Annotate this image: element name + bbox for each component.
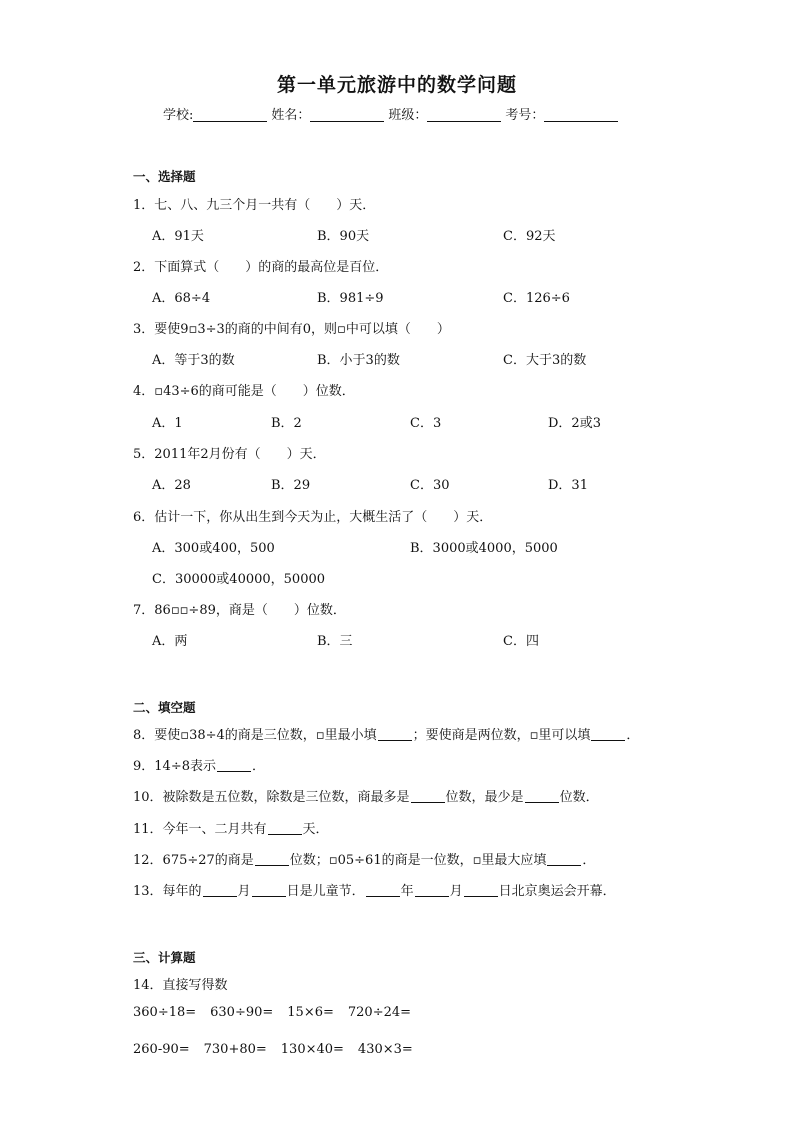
question-4: 4．▫43÷6的商可能是（ ）位数． — [133, 384, 355, 399]
answer-blank — [547, 853, 581, 866]
q6-option-b: B．3000或4000，5000 — [410, 541, 558, 556]
q6-option-c: C．30000或40000，50000 — [152, 572, 326, 587]
question-1: 1．七、八、九三个月一共有（ ）天． — [133, 198, 376, 213]
answer-blank — [217, 759, 251, 772]
q5-option-b: B．29 — [271, 478, 311, 493]
q1-option-c: C．92天 — [503, 229, 556, 244]
answer-blank — [255, 853, 289, 866]
q4-option-a: A．1 — [152, 416, 183, 431]
section-heading-fill: 二、填空题 — [133, 700, 196, 715]
q3-option-a: A．等于3的数 — [152, 353, 235, 368]
section-heading-calc: 三、计算题 — [133, 950, 196, 965]
answer-blank — [268, 822, 302, 835]
answer-blank — [415, 884, 449, 897]
q4-option-b: B．2 — [271, 416, 302, 431]
question-10: 10．被除数是五位数，除数是三位数，商最多是 位数，最少是 位数． — [133, 790, 599, 805]
class-label: 班级： — [388, 108, 428, 123]
q5-option-c: C．30 — [410, 478, 450, 493]
calc-item: 360÷18= — [133, 1005, 197, 1020]
question-6: 6．估计一下，你从出生到今天为止，大概生活了（ ）天． — [133, 510, 493, 525]
q6-option-a: A．300或400，500 — [152, 541, 275, 556]
question-14: 14．直接写得数 — [133, 978, 228, 993]
answer-blank — [378, 728, 412, 741]
answer-blank — [252, 884, 286, 897]
school-blank — [193, 107, 267, 122]
name-blank — [310, 107, 384, 122]
q4-option-d: D．2或3 — [548, 416, 601, 431]
answer-blank — [591, 728, 625, 741]
q1-option-a: A．91天 — [152, 229, 204, 244]
q1-option-b: B．90天 — [317, 229, 370, 244]
question-8: 8．要使▫38÷4的商是三位数，▫里最小填 ；要使商是两位数，▫里可以填 ． — [133, 728, 640, 743]
class-blank — [427, 107, 501, 122]
student-info-line — [163, 104, 622, 123]
q5-option-d: D．31 — [548, 478, 588, 493]
calc-item: 720÷24= — [347, 1005, 412, 1020]
q5-option-a: A．28 — [152, 478, 191, 493]
question-5: 5．2011年2月份有（ ）天． — [133, 447, 326, 462]
section-heading-choice: 一、选择题 — [133, 169, 196, 184]
calc-item: 630÷90= — [210, 1005, 274, 1020]
question-2: 2．下面算式（ ）的商的最高位是百位． — [133, 260, 389, 275]
answer-blank — [366, 884, 400, 897]
answer-blank — [464, 884, 498, 897]
q3-option-b: B．小于3的数 — [317, 353, 400, 368]
question-3: 3．要使9▫3÷3的商的中间有0，则▫中可以填（ ） — [133, 322, 450, 337]
calc-row-2 — [133, 1042, 427, 1057]
answer-blank — [525, 790, 559, 803]
q2-option-a: A．68÷4 — [152, 291, 211, 306]
q3-option-c: C．大于3的数 — [503, 353, 587, 368]
question-13: 13．每年的 月 日是儿童节． 年 月 日北京奥运会开幕． — [133, 884, 616, 899]
question-9: 9．14÷8表示 ． — [133, 759, 265, 774]
question-12: 12．675÷27的商是 位数；▫05÷61的商是一位数，▫里最大应填 ． — [133, 853, 596, 868]
calc-row-1 — [133, 1005, 425, 1020]
name-label: 姓名： — [271, 108, 311, 123]
school-label: 学校: — [163, 108, 194, 123]
q7-option-a: A．两 — [152, 634, 188, 649]
calc-item: 260-90= — [133, 1042, 190, 1057]
calc-item: 130×40= — [280, 1042, 344, 1057]
q2-option-c: C．126÷6 — [503, 291, 570, 306]
answer-blank — [411, 790, 445, 803]
calc-item: 430×3= — [357, 1042, 413, 1057]
q2-option-b: B．981÷9 — [317, 291, 384, 306]
page-title: 第一单元旅游中的数学问题 — [276, 74, 517, 96]
question-11: 11．今年一、二月共有 天． — [133, 822, 329, 837]
number-blank — [544, 107, 618, 122]
answer-blank — [203, 884, 237, 897]
calc-item: 15×6= — [287, 1005, 334, 1020]
q4-option-c: C．3 — [410, 416, 442, 431]
calc-item: 730+80= — [203, 1042, 267, 1057]
question-7: 7．86▫▫÷89，商是（ ）位数． — [133, 603, 346, 618]
q7-option-c: C．四 — [503, 634, 539, 649]
q7-option-b: B．三 — [317, 634, 353, 649]
number-label: 考号： — [505, 108, 545, 123]
